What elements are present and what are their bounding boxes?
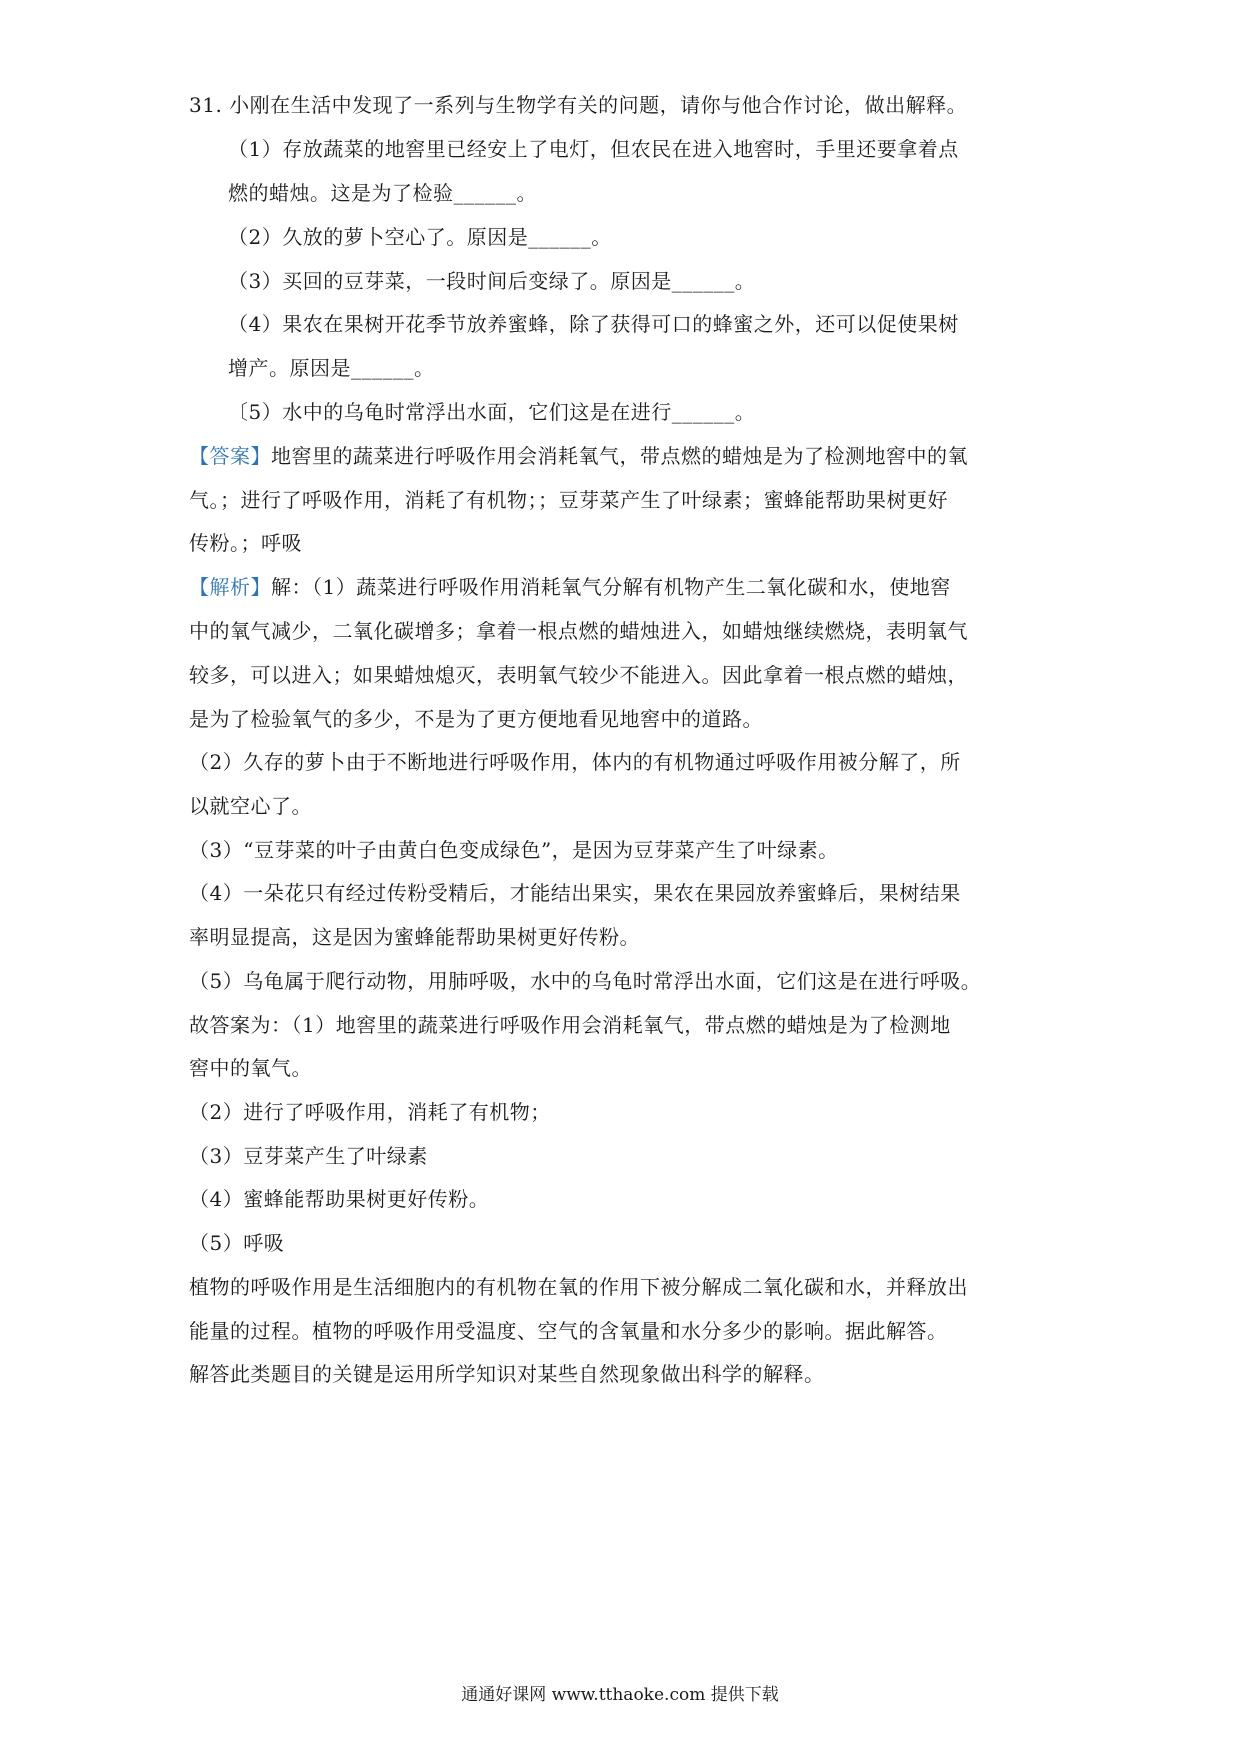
answer-tag: 【答案】 <box>189 444 271 468</box>
analysis-line-14: （3）豆芽菜产生了叶绿素 <box>189 1144 428 1168</box>
analysis-line-18: 能量的过程。植物的呼吸作用受温度、空气的含氧量和水分多少的影响。据此解答。 <box>189 1319 948 1343</box>
analysis-line-1 <box>189 572 951 602</box>
question-3: （3）买回的豆芽菜，一段时间后变绿了。原因是______。 <box>228 269 756 293</box>
analysis-line-3: 较多，可以进入；如果蜡烛熄灭，表明氧气较少不能进入。因此拿着一根点燃的蜡烛， <box>189 663 968 687</box>
question-stem: 31. 小刚在生活中发现了一系列与生物学有关的问题，请你与他合作讨论，做出解释。 <box>189 93 968 117</box>
analysis-line-2: 中的氧气减少，二氧化碳增多；拿着一根点燃的蜡烛进入，如蜡烛继续燃烧，表明氧气 <box>189 619 968 643</box>
question-1-line-2: 燃的蜡烛。这是为了检验______。 <box>228 181 537 205</box>
analysis-line-12: 窖中的氧气。 <box>189 1056 312 1080</box>
analysis-line-19: 解答此类题目的关键是运用所学知识对某些自然现象做出科学的解释。 <box>189 1362 825 1386</box>
analysis-line-5: （2）久存的萝卜由于不断地进行呼吸作用，体内的有机物通过呼吸作用被分解了，所 <box>189 750 961 774</box>
question-5: 〔5）水中的乌龟时常浮出水面，它们这是在进行______。 <box>228 400 756 424</box>
analysis-line-13: （2）进行了呼吸作用，消耗了有机物； <box>189 1100 551 1124</box>
analysis-line-9: 率明显提高，这是因为蜜蜂能帮助果树更好传粉。 <box>189 925 640 949</box>
page-footer: 通通好课网 www.tthaoke.com 提供下载 <box>461 1685 779 1705</box>
analysis-text-1: 解：（1）蔬菜进行呼吸作用消耗氧气分解有机物产生二氧化碳和水，使地窖 <box>271 575 951 599</box>
analysis-line-10: （5）乌龟属于爬行动物，用肺呼吸，水中的乌龟时常浮出水面，它们这是在进行呼吸。 <box>189 969 982 993</box>
analysis-tag: 【解析】 <box>189 575 271 599</box>
question-4-line-2: 增产。原因是______。 <box>228 356 435 380</box>
answer-line-2: 气。；进行了呼吸作用，消耗了有机物；；豆芽菜产生了叶绿素；蜜蜂能帮助果树更好 <box>189 488 948 512</box>
answer-line-1 <box>189 441 968 471</box>
analysis-line-6: 以就空心了。 <box>189 794 312 818</box>
analysis-line-8: （4）一朵花只有经过传粉受精后，才能结出果实，果农在果园放养蜜蜂后，果树结果 <box>189 881 961 905</box>
analysis-line-7: （3）“豆芽菜的叶子由黄白色变成绿色”，是因为豆芽菜产生了叶绿素。 <box>189 838 839 862</box>
answer-line-3: 传粉。；呼吸 <box>189 531 302 555</box>
analysis-line-17: 植物的呼吸作用是生活细胞内的有机物在氧的作用下被分解成二氧化碳和水，并释放出 <box>189 1275 968 1299</box>
question-4-line-1: （4）果农在果树开花季节放养蜜蜂，除了获得可口的蜂蜜之外，还可以促使果树 <box>228 312 959 336</box>
analysis-line-4: 是为了检验氧气的多少，不是为了更方便地看见地窖中的道路。 <box>189 707 763 731</box>
analysis-line-15: （4）蜜蜂能帮助果树更好传粉。 <box>189 1187 490 1211</box>
question-2: （2）久放的萝卜空心了。原因是______。 <box>228 225 612 249</box>
question-1-line-1: （1）存放蔬菜的地窖里已经安上了电灯，但农民在进入地窖时，手里还要拿着点 <box>228 137 959 161</box>
analysis-line-16: （5）呼吸 <box>189 1231 285 1255</box>
analysis-line-11: 故答案为：（1）地窖里的蔬菜进行呼吸作用会消耗氧气，带点燃的蜡烛是为了检测地 <box>189 1013 951 1037</box>
answer-text-1: 地窖里的蔬菜进行呼吸作用会消耗氧气，带点燃的蜡烛是为了检测地窖中的氧 <box>271 444 968 468</box>
